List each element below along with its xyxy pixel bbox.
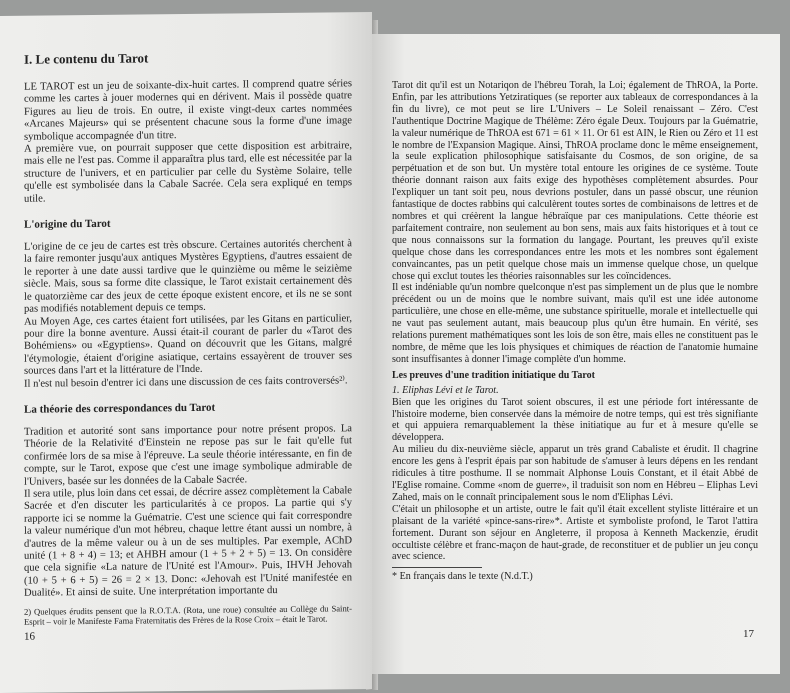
paragraph: Bien que les origines du Tarot soient obscures, il est une période fort intéressante de l'histoire moderne, bien conservée dans la mémoire de notre temps, qui est très signifiante et qui appuiera remarquablement la thèse initiatique au fur et à mesure qu'elle se développera. (392, 396, 758, 444)
section-heading: La théorie des correspondances du Tarot (24, 401, 216, 416)
paragraph: Au Moyen Age, ces cartes étaient fort utilisées, par les Gitans en particulier, pour dire la bonne aventure. Aussi était-il courant de parler du «Tarot des Bohémiens» ou «Egyptiens». Quand on découvrit que les Gitans, malgré l'étymologie, étaient d'origine asiatique, certains essayèrent de trouver ses sources dans l'art et la littérature de l'Inde. (24, 312, 352, 377)
paragraph: L'origine de ce jeu de cartes est très obscure. Certaines autorités cherchent à la faire remonter jusqu'aux antiques Mystères Egyptiens, d'autres essaient de le reporter à une date aussi tardive que le quinzième ou même le seizième siècle. Mais, sous sa forme dite classique, le Tarot existait certainement dès le quatorzième car des jeux de cette époque existent encore, et ils ne se sont pas modifiés notablement depuis ce temps. (24, 238, 352, 315)
footnote: 2) Quelques érudits pensent que la R.O.T.A. (Rota, une roue) consultée au Collège du Saint-Esprit – voir le Manifeste Fama Fraternitatis des Frères de la Rose Croix – était le Tarot. (24, 602, 352, 627)
right-page (372, 34, 780, 674)
paragraph: Au milieu du dix-neuvième siècle, apparut un très grand Cabaliste et érudit. Il chagrine encore les gens à l'esprit épais par son habitude de s'amuser à leurs dépens en les rendant ridicules à titre posthume. Il se nommait Alphonse Louis Constant, et il était Abbé de l'Eglise romaine. Comme «nom de guerre», il traduisit son nom en Hébreu – Eliphas Levi Zahed, mais on le connaît principalement sous le nom d'Eliphas Lévi. (392, 444, 758, 503)
left-page (0, 12, 372, 693)
paragraph: A première vue, on pourrait supposer que cette disposition est arbitraire, mais elle ne l'est pas. Comme il apparaîtra plus tard, elle est nécessitée par la structure de l'univers, et en particulier par celle du Système Solaire, telle qu'elle est symbolisée dans la Cabale Sacrée. Cela sera expliqué en temps utile. (24, 140, 352, 205)
paragraph: LE TAROT est un jeu de soixante-dix-huit cartes. Il comprend quatre séries comme les cartes à jouer modernes qui en dérivent. Mais il possède quatre Figures au lieu de trois. En outre, il existe vingt-deux cartes nommées «Arcanes Majeurs» qui se présentent chacune sous la forme d'une image symbolique accompagnée d'un titre. (24, 78, 352, 143)
page-number: 17 (743, 628, 754, 640)
subsection-heading: 1. Eliphas Lévi et le Tarot. (392, 384, 499, 396)
footnote: * En français dans le texte (N.d.T.) (392, 571, 533, 583)
chapter-heading: I. Le contenu du Tarot (24, 50, 149, 67)
page-number: 16 (24, 630, 35, 643)
section-heading: L'origine du Tarot (24, 217, 111, 231)
paragraph: C'était un philosophe et un artiste, outre le fait qu'il était excellent styliste littéraire et un plaisant de la variété «pince-sans-rire»*. Artiste et symboliste profond, le Tarot l'attira fortement. Durant son séjour en Angleterre, il proposa à Kenneth Mackenzie, érudit occultiste célèbre et franc-maçon de haut-grade, de reconstituer et de publier un jeu conçu avec science. (392, 503, 758, 563)
paragraph: Tarot dit qu'il est un Notariqon de l'hébreu Torah, la Loi; également de ThROA, la Porte. Enfin, par les attributions Yetziratiques (se reporter aux tableaux de correspondances à la fin du livre), ce mot peut se lire L'Univers – Le Soleil renaissant – Zéro. C'est l'authentique Doctrine Magique de Thélème: Zéro égale Deux. Toujours par la Guématrie, la valeur numérique de ThROA est 671 = 61 × 11. Or 61 est AIN, le Rien ou Zéro et 11 est le nombre de l'Expansion Magique. Ainsi, ThROA proclame donc le même enseignement, la seule explication philosophique satisfaisante du Cosmos, de son origine, de sa perpétuation et de son but. Un mystère total entoure les origines de ce système. Toute théorie donnant raison aux faits exige des hypothèses complètement absurdes. Pour l'expliquer un tant soit peu, nous devrions postuler, dans un passé obscur, une réunion fantastique de doctes rabbins qui calculèrent toutes sortes de combinaisons de lettres et de nombres et qui créèrent la langue hébraïque par ces manipulations. Cette théorie est parfaitement contraire, non seulement au bon sens, mais aux faits historiques et à tout ce que nous connaissons sur la formation du langage. Pourtant, les preuves qu'il existe quelque chose dans les correspondances entre les mots et les nombres sont également convaincantes, pas un petit quelque chose mais un immense quelque chose, un quelque chose qui exclut toutes les théories raisonnables sur les coïncidences. (392, 80, 758, 282)
footnote-rule (392, 567, 482, 568)
section-heading: Les preuves d'une tradition initiatique du Tarot (392, 369, 596, 381)
paragraph: Il sera utile, plus loin dans cet essai, de décrire assez complètement la Cabale Sacrée et d'en discuter les particularités à ce propos. La partie qui s'y rapporte ici se nomme la Guématrie. C'est une science qui fait correspondre la valeur numérique d'un mot hébreu, chaque lettre étant aussi un nombre, à d'autres de la même valeur ou à un de ses multiples. Par exemple, AChD unité (1 + 8 + 4) = 13; et AHBH amour (1 + 5 + 2 + 5) = 13. On considère que cela signifie «La nature de l'Unité est l'Amour». Puis, IHVH Jehovah (10 + 5 + 6 + 5) = 26 = 2 × 13. Donc: «Jehovah est l'Unité manifestée en Dualité». Et ainsi de suite. Une interprétation importante du (24, 485, 352, 599)
paragraph: Il est indéniable qu'un nombre quelconque n'est pas simplement un de plus que le nombre précédent ou un de moins que le nombre suivant, mais qu'il est une idée autonome particulière, une chose en elle-même, une substance spirituelle, morale et intellectuelle qui ne vaut pas seulement autant, mais beaucoup plus qu'un être humain. En vérité, ses relations purement mathématiques sont les lois de son être, mais elles ne constituent pas le nombre, de même que les lois physiques et chimiques de réaction de l'anatomie humaine sont insuffisantes à donner l'image complète d'un homme. (392, 282, 758, 365)
paragraph: Tradition et autorité sont sans importance pour notre présent propos. La Théorie de la Relativité d'Einstein ne repose pas sur le fait qu'elle fut confirmée lors de sa mise à l'épreuve. La seule théorie intéressante, en fin de compte, sur le Tarot, expose que c'est une image symbolique admirable de l'Univers, basée sur les données de la Cabale Sacrée. (24, 423, 352, 488)
paragraph: Il n'est nul besoin d'entrer ici dans une discussion de ces faits controversés²⁾. (24, 374, 348, 390)
